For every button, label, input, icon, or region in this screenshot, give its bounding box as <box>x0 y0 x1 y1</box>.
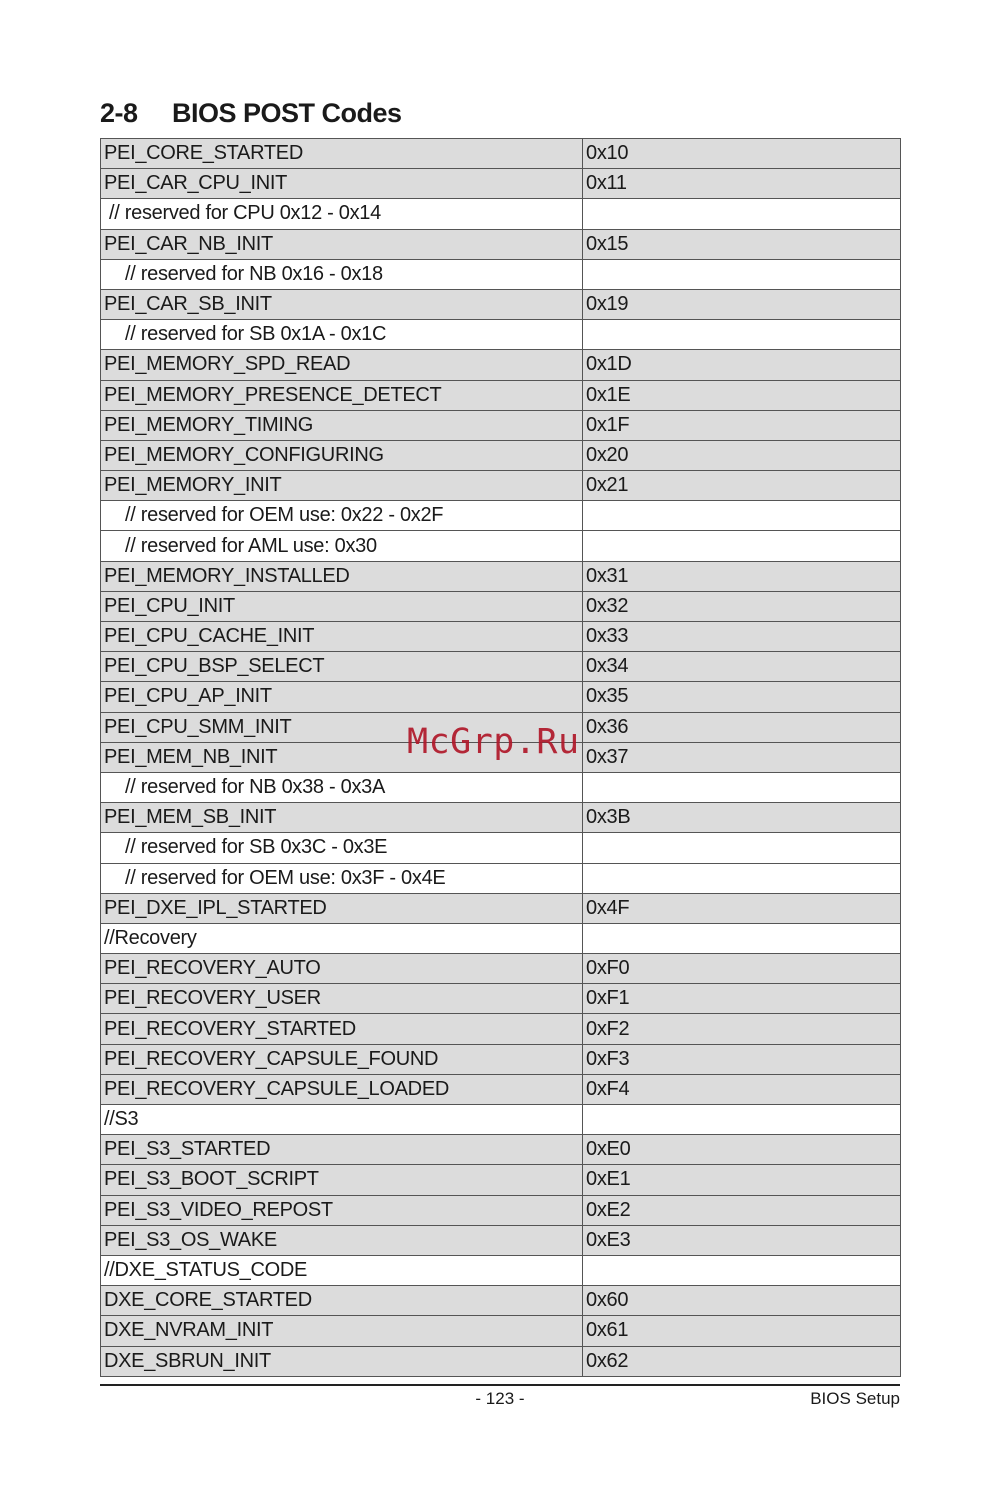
post-code-name-cell: PEI_CPU_CACHE_INIT <box>101 622 583 652</box>
table-row <box>101 350 901 380</box>
table-row <box>101 1316 901 1346</box>
post-code-value-cell: 0x33 <box>583 622 901 652</box>
table-row <box>101 199 901 229</box>
post-code-value-cell: 0x32 <box>583 591 901 621</box>
table-row <box>101 561 901 591</box>
table-row <box>101 984 901 1014</box>
page-number: - 123 - <box>475 1389 525 1408</box>
post-code-value-cell: 0x4F <box>583 893 901 923</box>
post-code-value-cell: 0xF2 <box>583 1014 901 1044</box>
post-code-value-cell: 0x11 <box>583 169 901 199</box>
post-code-value-cell <box>583 1255 901 1285</box>
post-code-value-cell <box>583 863 901 893</box>
post-code-name-cell: // reserved for AML use: 0x30 <box>101 531 583 561</box>
post-code-value-cell <box>583 833 901 863</box>
post-code-value-cell: 0x34 <box>583 652 901 682</box>
table-row <box>101 410 901 440</box>
post-code-name-cell: PEI_MEMORY_CONFIGURING <box>101 440 583 470</box>
table-row <box>101 471 901 501</box>
table-row <box>101 833 901 863</box>
section-title: BIOS POST Codes <box>172 98 402 128</box>
table-row <box>101 380 901 410</box>
post-code-value-cell <box>583 320 901 350</box>
table-row <box>101 1074 901 1104</box>
post-code-value-cell <box>583 1105 901 1135</box>
table-row <box>101 1286 901 1316</box>
post-code-value-cell: 0x1E <box>583 380 901 410</box>
post-code-name-cell: PEI_S3_STARTED <box>101 1135 583 1165</box>
post-code-value-cell: 0xF0 <box>583 954 901 984</box>
post-code-value-cell <box>583 501 901 531</box>
table-row <box>101 803 901 833</box>
post-code-name-cell: PEI_CAR_CPU_INIT <box>101 169 583 199</box>
post-code-value-cell: 0x35 <box>583 682 901 712</box>
post-code-name-cell: PEI_DXE_IPL_STARTED <box>101 893 583 923</box>
table-row <box>101 531 901 561</box>
post-code-value-cell: 0x37 <box>583 742 901 772</box>
post-code-name-cell: PEI_MEM_NB_INIT <box>101 742 583 772</box>
post-code-name-cell: PEI_MEMORY_INIT <box>101 471 583 501</box>
table-row <box>101 1225 901 1255</box>
post-code-name-cell: PEI_MEM_SB_INIT <box>101 803 583 833</box>
post-code-value-cell: 0x3B <box>583 803 901 833</box>
post-code-value-cell: 0x20 <box>583 440 901 470</box>
post-code-name-cell: PEI_CPU_SMM_INIT <box>101 712 583 742</box>
post-code-name-cell: //DXE_STATUS_CODE <box>101 1255 583 1285</box>
post-code-value-cell: 0xF4 <box>583 1074 901 1104</box>
table-row <box>101 1195 901 1225</box>
table-row <box>101 923 901 953</box>
table-row <box>101 259 901 289</box>
post-code-name-cell: PEI_RECOVERY_CAPSULE_LOADED <box>101 1074 583 1104</box>
post-code-value-cell <box>583 923 901 953</box>
post-code-value-cell <box>583 199 901 229</box>
post-code-value-cell: 0x60 <box>583 1286 901 1316</box>
table-row <box>101 320 901 350</box>
post-code-name-cell: PEI_RECOVERY_USER <box>101 984 583 1014</box>
table-row <box>101 682 901 712</box>
table-row <box>101 139 901 169</box>
post-code-name-cell: //S3 <box>101 1105 583 1135</box>
post-code-name-cell: PEI_RECOVERY_STARTED <box>101 1014 583 1044</box>
post-code-value-cell: 0xE3 <box>583 1225 901 1255</box>
table-row <box>101 954 901 984</box>
section-number: 2-8 <box>100 98 138 128</box>
post-code-value-cell <box>583 772 901 802</box>
post-code-name-cell: PEI_MEMORY_TIMING <box>101 410 583 440</box>
post-code-value-cell: 0xE1 <box>583 1165 901 1195</box>
table-row <box>101 863 901 893</box>
table-row <box>101 1044 901 1074</box>
post-code-name-cell: // reserved for SB 0x3C - 0x3E <box>101 833 583 863</box>
post-code-value-cell <box>583 531 901 561</box>
post-code-value-cell: 0x19 <box>583 289 901 319</box>
post-code-name-cell: PEI_CAR_NB_INIT <box>101 229 583 259</box>
table-row <box>101 1014 901 1044</box>
post-code-value-cell: 0x1F <box>583 410 901 440</box>
post-code-name-cell: PEI_RECOVERY_CAPSULE_FOUND <box>101 1044 583 1074</box>
post-code-value-cell: 0xE2 <box>583 1195 901 1225</box>
post-code-name-cell: // reserved for OEM use: 0x3F - 0x4E <box>101 863 583 893</box>
table-row <box>101 501 901 531</box>
post-code-value-cell: 0x31 <box>583 561 901 591</box>
post-code-name-cell: PEI_CPU_AP_INIT <box>101 682 583 712</box>
post-code-name-cell: PEI_CPU_BSP_SELECT <box>101 652 583 682</box>
post-code-value-cell <box>583 259 901 289</box>
post-code-name-cell: DXE_CORE_STARTED <box>101 1286 583 1316</box>
section-heading <box>100 98 402 129</box>
table-row <box>101 772 901 802</box>
table-row <box>101 169 901 199</box>
post-code-name-cell: // reserved for SB 0x1A - 0x1C <box>101 320 583 350</box>
post-code-name-cell: PEI_S3_OS_WAKE <box>101 1225 583 1255</box>
post-code-name-cell: // reserved for CPU 0x12 - 0x14 <box>101 199 583 229</box>
footer-rule <box>100 1384 900 1386</box>
post-code-value-cell: 0xE0 <box>583 1135 901 1165</box>
post-code-value-cell: 0x21 <box>583 471 901 501</box>
post-code-value-cell: 0x10 <box>583 139 901 169</box>
table-row <box>101 440 901 470</box>
post-code-name-cell: DXE_SBRUN_INIT <box>101 1346 583 1376</box>
post-code-value-cell: 0x15 <box>583 229 901 259</box>
post-code-name-cell: // reserved for OEM use: 0x22 - 0x2F <box>101 501 583 531</box>
footer-section-name: BIOS Setup <box>810 1389 900 1408</box>
table-row <box>101 229 901 259</box>
post-code-name-cell: PEI_MEMORY_INSTALLED <box>101 561 583 591</box>
table-row <box>101 1255 901 1285</box>
table-row <box>101 1105 901 1135</box>
post-code-name-cell: PEI_S3_VIDEO_REPOST <box>101 1195 583 1225</box>
post-code-name-cell: PEI_CAR_SB_INIT <box>101 289 583 319</box>
table-row <box>101 1135 901 1165</box>
post-code-value-cell: 0x62 <box>583 1346 901 1376</box>
table-row <box>101 289 901 319</box>
table-row <box>101 652 901 682</box>
table-row <box>101 893 901 923</box>
post-code-value-cell: 0xF3 <box>583 1044 901 1074</box>
post-code-value-cell: 0xF1 <box>583 984 901 1014</box>
table-row <box>101 1346 901 1376</box>
post-code-name-cell: PEI_CORE_STARTED <box>101 139 583 169</box>
post-code-value-cell: 0x1D <box>583 350 901 380</box>
post-code-name-cell: PEI_CPU_INIT <box>101 591 583 621</box>
table-row <box>101 591 901 621</box>
post-code-name-cell: PEI_MEMORY_PRESENCE_DETECT <box>101 380 583 410</box>
post-code-value-cell: 0x61 <box>583 1316 901 1346</box>
post-code-name-cell: PEI_MEMORY_SPD_READ <box>101 350 583 380</box>
table-row <box>101 1165 901 1195</box>
post-code-name-cell: PEI_RECOVERY_AUTO <box>101 954 583 984</box>
post-code-name-cell: //Recovery <box>101 923 583 953</box>
post-code-name-cell: DXE_NVRAM_INIT <box>101 1316 583 1346</box>
post-code-value-cell: 0x36 <box>583 712 901 742</box>
post-code-name-cell: PEI_S3_BOOT_SCRIPT <box>101 1165 583 1195</box>
watermark: McGrp.Ru <box>407 722 580 762</box>
table-row <box>101 622 901 652</box>
post-code-name-cell: // reserved for NB 0x38 - 0x3A <box>101 772 583 802</box>
post-code-name-cell: // reserved for NB 0x16 - 0x18 <box>101 259 583 289</box>
